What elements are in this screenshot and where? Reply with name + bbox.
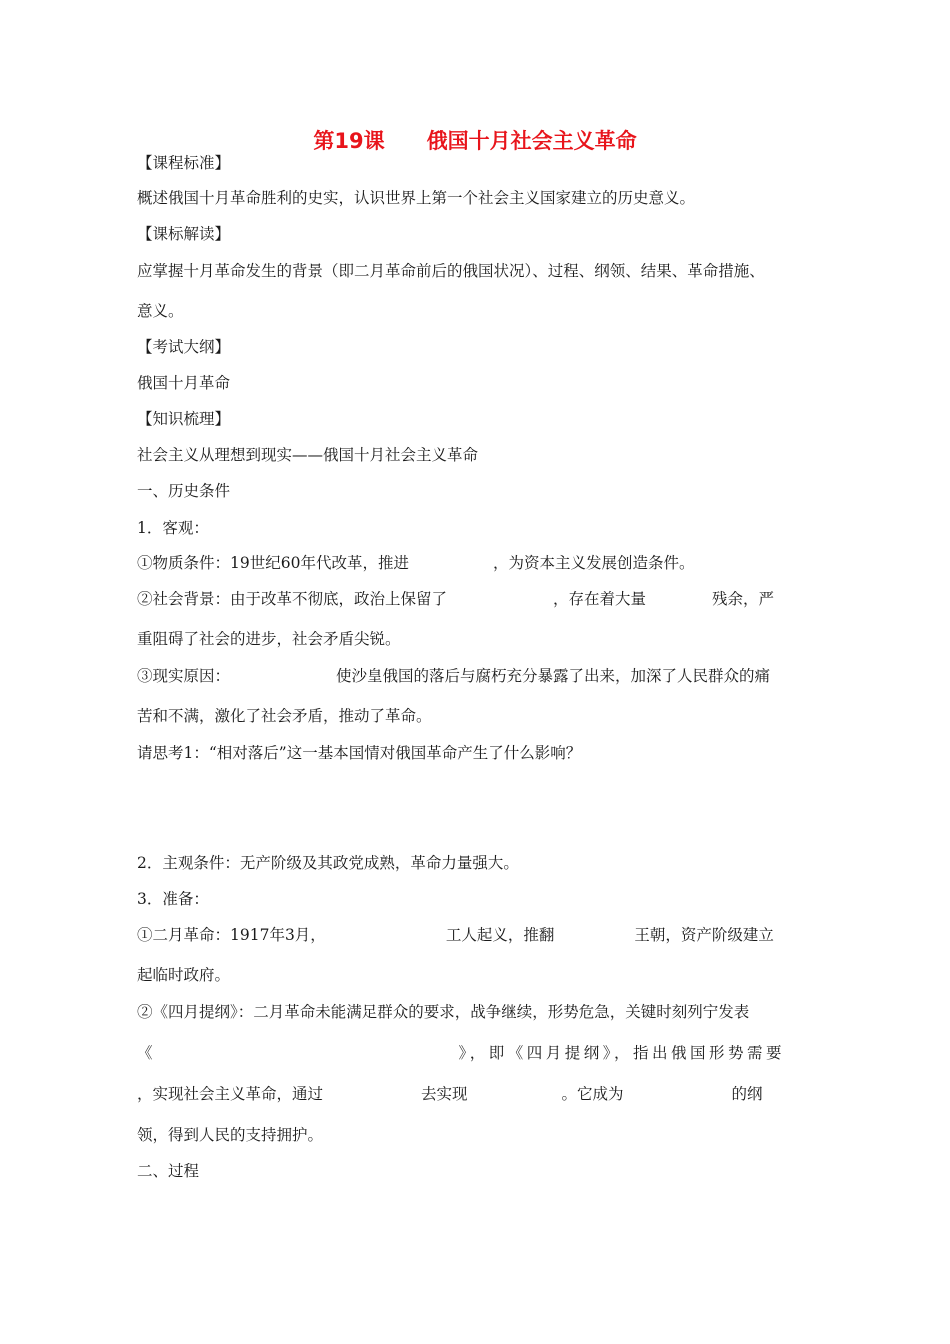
april-l3-b: 去实现 <box>421 1085 468 1103</box>
april-theses-line2 <box>137 1043 785 1063</box>
interpretation-text-line2: 意义。 <box>137 302 184 320</box>
item-real-cause <box>137 666 770 686</box>
april-theses-line4: 领，得到人民的支持拥护。 <box>137 1126 324 1144</box>
think-question-1: 请思考1：“相对落后”这一基本国情对俄国革命产生了什么影响？ <box>137 744 582 762</box>
item-social-text-b: ，存在着大量 <box>553 590 647 608</box>
heading-curriculum-standard: 【课程标准】 <box>137 154 231 172</box>
april-l3-c: 。它成为 <box>561 1085 624 1103</box>
heading-interpretation: 【课标解读】 <box>137 225 231 243</box>
item-material-text-b: ，为资本主义发展创造条件。 <box>492 554 695 572</box>
april-theses-line1: ②《四月提纲》：二月革命未能满足群众的要求，战争继续，形势危急，关键时刻列宁发表 <box>137 1003 750 1021</box>
item-social-text-c: 残余，严 <box>712 590 775 608</box>
subjective-conditions: 2．主观条件：无产阶级及其政党成熟，革命力量强大。 <box>137 854 519 872</box>
item-real-text-b: 使沙皇俄国的落后与腐朽充分暴露了出来，加深了人民群众的痛 <box>336 667 771 685</box>
section-heading-process: 二、过程 <box>137 1162 200 1180</box>
knowledge-title: 社会主义从理想到现实——俄国十月社会主义革命 <box>137 446 479 464</box>
item-social-line2: 重阻碍了社会的进步，社会矛盾尖锐。 <box>137 630 401 648</box>
heading-syllabus: 【考试大纲】 <box>137 338 231 356</box>
item-social-background <box>137 589 774 609</box>
item-real-line2: 苦和不满，激化了社会矛盾，推动了革命。 <box>137 707 432 725</box>
interpretation-text-line1: 应掌握十月革命发生的背景（即二月革命前后的俄国状况）、过程、纲领、结果、革命措施、 <box>137 262 765 280</box>
april-close-text: 》，即《四月提纲》，指出俄国形势需要 <box>458 1044 786 1062</box>
item-material-text-a: ①物质条件：19世纪60年代改革，推进 <box>137 554 409 572</box>
section-heading-conditions: 一、历史条件 <box>137 482 231 500</box>
feb-line2: 起临时政府。 <box>137 966 231 984</box>
preparation-label: 3．准备： <box>137 890 209 908</box>
heading-knowledge: 【知识梳理】 <box>137 410 231 428</box>
feb-text-b: 工人起义，推翻 <box>445 926 555 944</box>
item-material-conditions <box>137 553 694 573</box>
april-l3-d: 的纲 <box>731 1085 763 1103</box>
standard-text: 概述俄国十月革命胜利的史实，认识世界上第一个社会主义国家建立的历史意义。 <box>137 189 696 207</box>
april-l3-a: ，实现社会主义革命，通过 <box>137 1085 324 1103</box>
objective-label: 1．客观： <box>137 519 209 537</box>
page-title: 第19课 俄国十月社会主义革命 <box>313 129 637 153</box>
item-february-revolution <box>137 925 774 945</box>
april-theses-line3 <box>137 1084 763 1104</box>
syllabus-text: 俄国十月革命 <box>137 374 231 392</box>
feb-text-a: ①二月革命：1917年3月， <box>137 926 326 944</box>
feb-text-c: 王朝，资产阶级建立 <box>634 926 774 944</box>
item-real-text-a: ③现实原因： <box>137 667 231 685</box>
april-open-bracket: 《 <box>137 1044 153 1062</box>
item-social-text-a: ②社会背景：由于改革不彻底，政治上保留了 <box>137 590 448 608</box>
